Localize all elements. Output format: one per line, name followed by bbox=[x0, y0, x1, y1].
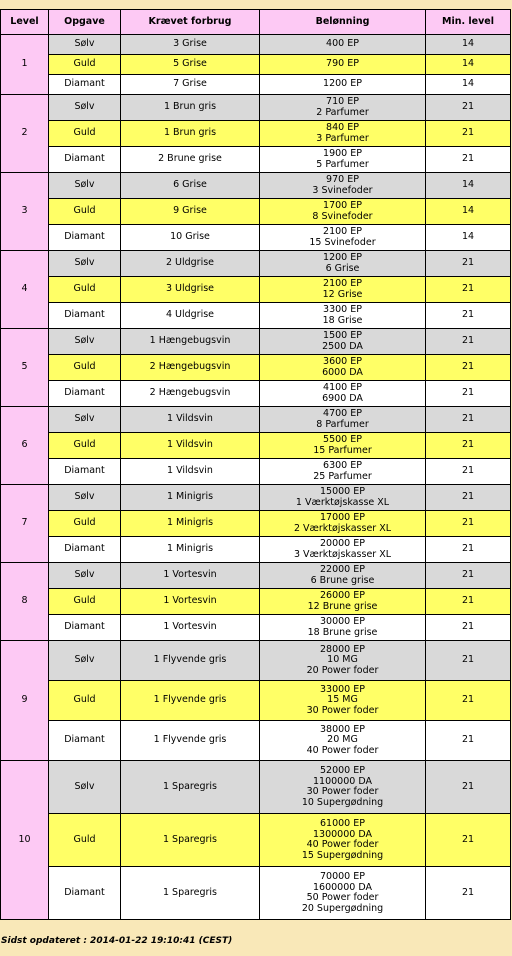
task-cell: Sølv bbox=[49, 95, 121, 121]
table-row bbox=[1, 761, 511, 814]
reward-line: 20 Power foder bbox=[306, 664, 379, 676]
min-level-cell: 21 bbox=[426, 589, 511, 615]
min-level-cell: 21 bbox=[426, 867, 511, 920]
table-row bbox=[1, 355, 511, 381]
reward-line: 70000 EP bbox=[320, 871, 365, 882]
reward-line: 8 Parfumer bbox=[316, 418, 369, 430]
table-row bbox=[1, 173, 511, 199]
requirement-cell: 7 Grise bbox=[121, 75, 260, 95]
level-cell: 5 bbox=[1, 329, 49, 407]
requirement-cell: 1 Flyvende gris bbox=[121, 681, 260, 721]
min-level-cell: 21 bbox=[426, 433, 511, 459]
reward-line: 790 EP bbox=[326, 58, 359, 70]
reward-line: 30 Power foder bbox=[306, 786, 379, 797]
requirement-cell: 1 Sparegris bbox=[121, 867, 260, 920]
reward-cell bbox=[260, 329, 426, 355]
reward-line: 33000 EP bbox=[320, 683, 365, 695]
requirement-cell: 1 Flyvende gris bbox=[121, 721, 260, 761]
min-level-cell: 21 bbox=[426, 459, 511, 485]
reward-line: 26000 EP bbox=[320, 590, 365, 601]
level-cell: 7 bbox=[1, 485, 49, 563]
task-cell: Guld bbox=[49, 511, 121, 537]
reward-cell bbox=[260, 251, 426, 277]
task-cell: Sølv bbox=[49, 251, 121, 277]
reward-cell bbox=[260, 173, 426, 199]
header-row bbox=[1, 10, 511, 35]
reward-line: 18 Brune grise bbox=[307, 626, 378, 638]
header-requirement: Krævet forbrug bbox=[121, 10, 260, 35]
last-updated: Sidst opdateret : 2014-01-22 19:10:41 (CEST) bbox=[1, 936, 233, 946]
task-cell: Diamant bbox=[49, 721, 121, 761]
requirement-cell: 1 Sparegris bbox=[121, 814, 260, 867]
reward-line: 3300 EP bbox=[323, 304, 362, 315]
reward-line: 6000 DA bbox=[322, 366, 363, 378]
task-cell: Diamant bbox=[49, 459, 121, 485]
rewards-table bbox=[0, 9, 511, 920]
reward-line: 15 MG bbox=[327, 694, 358, 706]
min-level-cell: 14 bbox=[426, 173, 511, 199]
reward-line: 20000 EP bbox=[320, 538, 365, 549]
table-row bbox=[1, 589, 511, 615]
reward-line: 1300000 DA bbox=[313, 828, 372, 840]
reward-line: 6 Grise bbox=[325, 262, 360, 274]
min-level-cell: 21 bbox=[426, 381, 511, 407]
reward-line: 20 MG bbox=[327, 734, 358, 746]
task-cell: Guld bbox=[49, 121, 121, 147]
min-level-cell: 21 bbox=[426, 641, 511, 681]
reward-line: 3 Værktøjskasser XL bbox=[293, 548, 392, 560]
reward-line: 8 Svinefoder bbox=[312, 210, 373, 222]
reward-line: 2 Værktøjskasser XL bbox=[293, 522, 392, 534]
reward-line: 40 Power foder bbox=[306, 744, 379, 756]
min-level-cell: 21 bbox=[426, 277, 511, 303]
requirement-cell: 1 Sparegris bbox=[121, 761, 260, 814]
table-row bbox=[1, 329, 511, 355]
table-row bbox=[1, 407, 511, 433]
task-cell: Diamant bbox=[49, 225, 121, 251]
reward-line: 2 Parfumer bbox=[316, 106, 369, 118]
requirement-cell: 1 Vortesvin bbox=[121, 615, 260, 641]
min-level-cell: 21 bbox=[426, 721, 511, 761]
task-cell: Diamant bbox=[49, 147, 121, 173]
requirement-cell: 3 Grise bbox=[121, 35, 260, 55]
reward-line: 6300 EP bbox=[323, 460, 362, 471]
table-row bbox=[1, 641, 511, 681]
table-row bbox=[1, 459, 511, 485]
reward-line: 40 Power foder bbox=[306, 839, 379, 850]
reward-line: 6 Brune grise bbox=[310, 574, 375, 586]
min-level-cell: 21 bbox=[426, 303, 511, 329]
level-cell: 9 bbox=[1, 641, 49, 761]
task-cell: Guld bbox=[49, 814, 121, 867]
level-cell: 1 bbox=[1, 35, 49, 95]
reward-cell bbox=[260, 121, 426, 147]
task-cell: Guld bbox=[49, 681, 121, 721]
min-level-cell: 21 bbox=[426, 761, 511, 814]
task-cell: Guld bbox=[49, 355, 121, 381]
table-row bbox=[1, 75, 511, 95]
reward-line: 15 Parfumer bbox=[313, 444, 372, 456]
reward-line: 18 Grise bbox=[322, 314, 363, 326]
task-cell: Sølv bbox=[49, 35, 121, 55]
requirement-cell: 4 Uldgrise bbox=[121, 303, 260, 329]
table-row bbox=[1, 615, 511, 641]
task-cell: Sølv bbox=[49, 485, 121, 511]
reward-line: 22000 EP bbox=[320, 564, 365, 575]
table-row bbox=[1, 511, 511, 537]
table-row bbox=[1, 381, 511, 407]
table-row bbox=[1, 537, 511, 563]
min-level-cell: 14 bbox=[426, 75, 511, 95]
task-cell: Guld bbox=[49, 199, 121, 225]
min-level-cell: 21 bbox=[426, 407, 511, 433]
min-level-cell: 21 bbox=[426, 147, 511, 173]
reward-line: 20 Supergødning bbox=[301, 902, 384, 914]
min-level-cell: 21 bbox=[426, 814, 511, 867]
reward-cell bbox=[260, 563, 426, 589]
reward-line: 1900 EP bbox=[323, 148, 362, 159]
level-cell: 8 bbox=[1, 563, 49, 641]
reward-line: 12 Brune grise bbox=[307, 600, 378, 612]
reward-cell bbox=[260, 459, 426, 485]
task-cell: Guld bbox=[49, 55, 121, 75]
min-level-cell: 21 bbox=[426, 95, 511, 121]
reward-line: 1100000 DA bbox=[313, 775, 372, 787]
level-cell: 4 bbox=[1, 251, 49, 329]
reward-line: 3600 EP bbox=[323, 356, 362, 367]
table-row bbox=[1, 433, 511, 459]
table-row bbox=[1, 199, 511, 225]
reward-line: 1200 EP bbox=[323, 252, 362, 263]
reward-cell bbox=[260, 95, 426, 121]
reward-line: 970 EP bbox=[326, 174, 359, 185]
reward-line: 4100 EP bbox=[323, 382, 362, 393]
requirement-cell: 6 Grise bbox=[121, 173, 260, 199]
table-row bbox=[1, 225, 511, 251]
reward-cell bbox=[260, 55, 426, 75]
table-row bbox=[1, 303, 511, 329]
min-level-cell: 21 bbox=[426, 121, 511, 147]
requirement-cell: 1 Brun gris bbox=[121, 121, 260, 147]
reward-cell bbox=[260, 147, 426, 173]
min-level-cell: 21 bbox=[426, 251, 511, 277]
task-cell: Diamant bbox=[49, 303, 121, 329]
level-cell: 10 bbox=[1, 761, 49, 920]
task-cell: Diamant bbox=[49, 615, 121, 641]
table-row bbox=[1, 121, 511, 147]
requirement-cell: 1 Vortesvin bbox=[121, 589, 260, 615]
task-cell: Diamant bbox=[49, 75, 121, 95]
task-cell: Diamant bbox=[49, 381, 121, 407]
requirement-cell: 1 Vortesvin bbox=[121, 563, 260, 589]
reward-line: 38000 EP bbox=[320, 723, 365, 735]
reward-cell bbox=[260, 303, 426, 329]
reward-line: 15000 EP bbox=[320, 486, 365, 497]
level-cell: 2 bbox=[1, 95, 49, 173]
table-row bbox=[1, 95, 511, 121]
reward-line: 3 Parfumer bbox=[316, 132, 369, 144]
requirement-cell: 1 Minigris bbox=[121, 537, 260, 563]
min-level-cell: 21 bbox=[426, 355, 511, 381]
requirement-cell: 10 Grise bbox=[121, 225, 260, 251]
task-cell: Sølv bbox=[49, 641, 121, 681]
reward-cell bbox=[260, 199, 426, 225]
reward-line: 2500 DA bbox=[322, 340, 363, 352]
table-row bbox=[1, 721, 511, 761]
reward-line: 4700 EP bbox=[323, 408, 362, 419]
reward-line: 30 Power foder bbox=[306, 704, 379, 716]
reward-line: 1500 EP bbox=[323, 330, 362, 341]
task-cell: Sølv bbox=[49, 329, 121, 355]
reward-cell bbox=[260, 35, 426, 55]
reward-cell bbox=[260, 75, 426, 95]
task-cell: Diamant bbox=[49, 537, 121, 563]
reward-line: 710 EP bbox=[326, 96, 359, 107]
level-cell: 3 bbox=[1, 173, 49, 251]
reward-cell bbox=[260, 433, 426, 459]
requirement-cell: 2 Brune grise bbox=[121, 147, 260, 173]
reward-line: 50 Power foder bbox=[306, 892, 379, 903]
task-cell: Guld bbox=[49, 277, 121, 303]
header-reward: Belønning bbox=[260, 10, 426, 35]
reward-cell bbox=[260, 761, 426, 814]
reward-cell bbox=[260, 721, 426, 761]
reward-cell bbox=[260, 641, 426, 681]
reward-cell bbox=[260, 485, 426, 511]
requirement-cell: 2 Hængebugsvin bbox=[121, 355, 260, 381]
table-row bbox=[1, 485, 511, 511]
min-level-cell: 21 bbox=[426, 485, 511, 511]
table-row bbox=[1, 814, 511, 867]
reward-cell bbox=[260, 814, 426, 867]
reward-cell bbox=[260, 589, 426, 615]
table-row bbox=[1, 867, 511, 920]
header-level: Level bbox=[1, 10, 49, 35]
reward-line: 1700 EP bbox=[323, 200, 362, 211]
requirement-cell: 1 Hængebugsvin bbox=[121, 329, 260, 355]
task-cell: Sølv bbox=[49, 173, 121, 199]
reward-line: 6900 DA bbox=[322, 392, 363, 404]
min-level-cell: 14 bbox=[426, 55, 511, 75]
task-cell: Sølv bbox=[49, 563, 121, 589]
reward-line: 17000 EP bbox=[320, 512, 365, 523]
requirement-cell: 1 Brun gris bbox=[121, 95, 260, 121]
table-row bbox=[1, 277, 511, 303]
reward-line: 25 Parfumer bbox=[313, 470, 372, 482]
task-cell: Guld bbox=[49, 433, 121, 459]
reward-line: 10 Supergødning bbox=[301, 796, 384, 808]
reward-line: 5 Parfumer bbox=[316, 158, 369, 170]
reward-line: 2100 EP bbox=[323, 226, 362, 237]
reward-cell bbox=[260, 615, 426, 641]
reward-line: 400 EP bbox=[326, 38, 359, 50]
min-level-cell: 14 bbox=[426, 225, 511, 251]
reward-cell bbox=[260, 355, 426, 381]
table-row bbox=[1, 147, 511, 173]
reward-line: 1600000 DA bbox=[313, 881, 372, 893]
requirement-cell: 9 Grise bbox=[121, 199, 260, 225]
min-level-cell: 21 bbox=[426, 511, 511, 537]
level-cell: 6 bbox=[1, 407, 49, 485]
table-body bbox=[1, 35, 511, 920]
task-cell: Sølv bbox=[49, 407, 121, 433]
requirement-cell: 3 Uldgrise bbox=[121, 277, 260, 303]
min-level-cell: 21 bbox=[426, 615, 511, 641]
reward-line: 15 Supergødning bbox=[301, 849, 384, 861]
reward-cell bbox=[260, 681, 426, 721]
task-cell: Diamant bbox=[49, 867, 121, 920]
requirement-cell: 1 Vildsvin bbox=[121, 459, 260, 485]
min-level-cell: 21 bbox=[426, 681, 511, 721]
reward-cell bbox=[260, 225, 426, 251]
min-level-cell: 14 bbox=[426, 35, 511, 55]
requirement-cell: 2 Hængebugsvin bbox=[121, 381, 260, 407]
reward-line: 28000 EP bbox=[320, 643, 365, 655]
min-level-cell: 21 bbox=[426, 537, 511, 563]
requirement-cell: 5 Grise bbox=[121, 55, 260, 75]
table-row bbox=[1, 251, 511, 277]
reward-line: 10 MG bbox=[327, 654, 358, 666]
table-row bbox=[1, 681, 511, 721]
reward-cell bbox=[260, 867, 426, 920]
reward-cell bbox=[260, 511, 426, 537]
reward-line: 2100 EP bbox=[323, 278, 362, 289]
reward-line: 840 EP bbox=[326, 122, 359, 133]
reward-line: 30000 EP bbox=[320, 616, 365, 627]
requirement-cell: 1 Flyvende gris bbox=[121, 641, 260, 681]
min-level-cell: 21 bbox=[426, 563, 511, 589]
reward-line: 3 Svinefoder bbox=[312, 184, 373, 196]
reward-cell bbox=[260, 407, 426, 433]
reward-cell bbox=[260, 537, 426, 563]
min-level-cell: 14 bbox=[426, 199, 511, 225]
reward-line: 52000 EP bbox=[320, 765, 365, 776]
task-cell: Guld bbox=[49, 589, 121, 615]
min-level-cell: 21 bbox=[426, 329, 511, 355]
reward-cell bbox=[260, 277, 426, 303]
task-cell: Sølv bbox=[49, 761, 121, 814]
header-min-level: Min. level bbox=[426, 10, 511, 35]
table-row bbox=[1, 55, 511, 75]
reward-line: 5500 EP bbox=[323, 434, 362, 445]
table-row bbox=[1, 563, 511, 589]
table-row bbox=[1, 35, 511, 55]
requirement-cell: 2 Uldgrise bbox=[121, 251, 260, 277]
requirement-cell: 1 Minigris bbox=[121, 485, 260, 511]
reward-line: 61000 EP bbox=[320, 818, 365, 829]
reward-line: 1 Værktøjskasse XL bbox=[295, 496, 390, 508]
requirement-cell: 1 Vildsvin bbox=[121, 407, 260, 433]
requirement-cell: 1 Minigris bbox=[121, 511, 260, 537]
header-task: Opgave bbox=[49, 10, 121, 35]
requirement-cell: 1 Vildsvin bbox=[121, 433, 260, 459]
reward-line: 12 Grise bbox=[322, 288, 363, 300]
reward-cell bbox=[260, 381, 426, 407]
reward-line: 1200 EP bbox=[323, 78, 362, 90]
reward-line: 15 Svinefoder bbox=[309, 236, 376, 248]
